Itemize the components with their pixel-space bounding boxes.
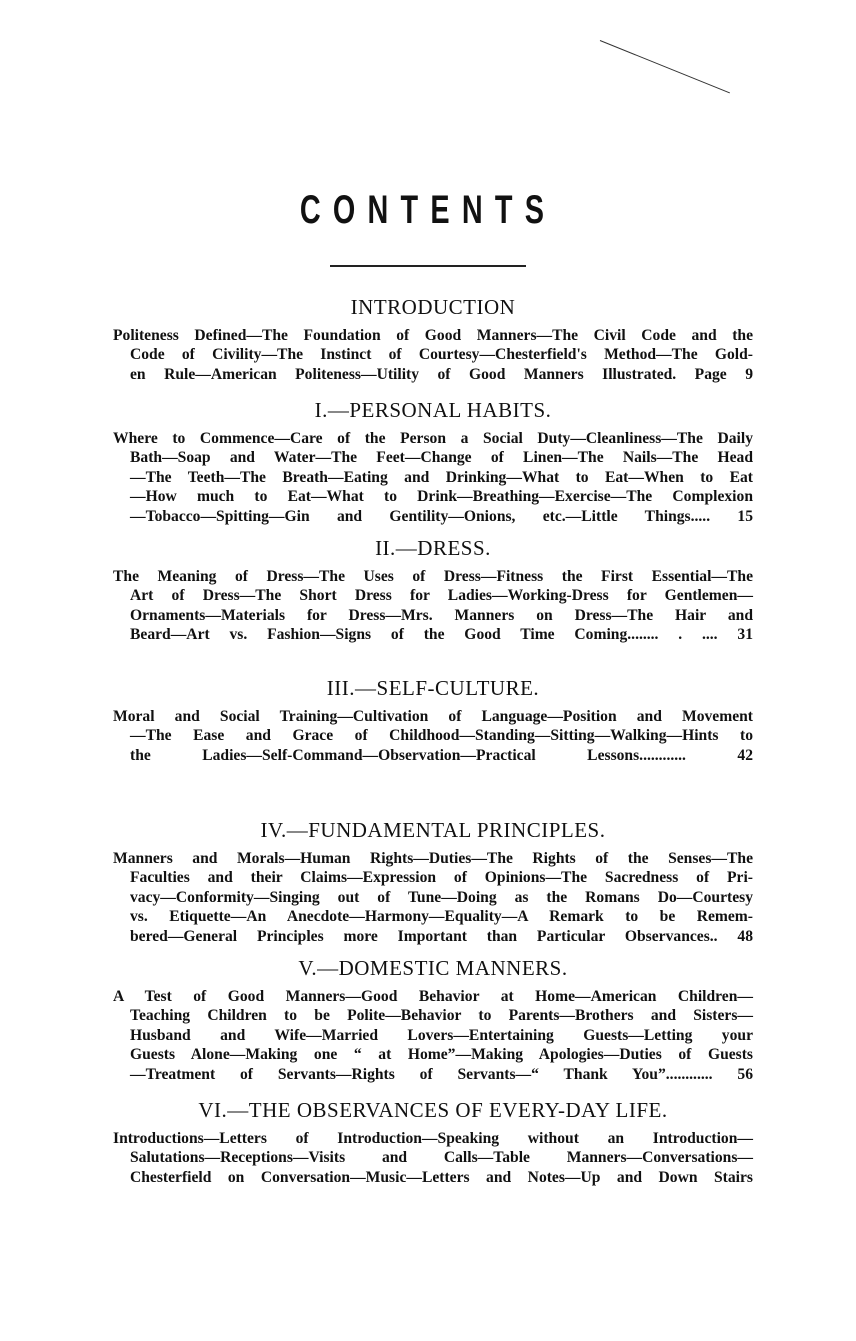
section-summary-line: Salutations—Receptions—Visits and Calls—Table Manners—Conversations— [130, 1149, 753, 1167]
section-heading: III.—SELF-CULTURE. [326, 676, 540, 700]
section-heading: V.—DOMESTIC MANNERS. [298, 956, 568, 980]
toc-section [113, 673, 753, 765]
toc-section [113, 1095, 753, 1187]
section-summary-line: Politeness Defined—The Foundation of Good Manners—The Civil Code and the [113, 327, 753, 344]
section-summary-line: Where to Commence—Care of the Person a Social Duty—Cleanliness—The Daily [113, 430, 753, 447]
section-summary-line: Ornaments—Materials for Dress—Mrs. Manners on Dress—The Hair and [130, 606, 753, 624]
section-summary-line: Moral and Social Training—Cultivation of Language—Position and Movement [113, 708, 753, 725]
section-summary-line: —Tobacco—Spitting—Gin and Gentility—Onions, etc.—Little Things..... 15 [130, 507, 753, 525]
toc-section [113, 292, 753, 384]
toc-section [113, 953, 753, 1084]
section-summary-line: vs. Etiquette—An Anecdote—Harmony—Equality—A Remark to be Remem- [130, 908, 753, 926]
section-summary-line: the Ladies—Self-Command—Observation—Practical Lessons............ 42 [130, 746, 753, 764]
toc-section [113, 815, 753, 946]
section-heading: IV.—FUNDAMENTAL PRINCIPLES. [260, 818, 606, 842]
section-summary-line: bered—General Principles more Important than Particular Observances.. 48 [130, 927, 753, 945]
section-summary-line: Manners and Morals—Human Rights—Duties—The Rights of the Senses—The [113, 850, 753, 867]
section-summary-line: Art of Dress—The Short Dress for Ladies—Working-Dress for Gentlemen— [130, 587, 753, 605]
section-summary-line: Introductions—Letters of Introduction—Speaking without an Introduction— [113, 1130, 753, 1147]
section-summary-line: Guests Alone—Making one “ at Home”—Making Apologies—Duties of Guests [130, 1046, 753, 1064]
section-summary-line: —The Teeth—The Breath—Eating and Drinking—What to Eat—When to Eat [130, 468, 753, 486]
section-summary-line: Beard—Art vs. Fashion—Signs of the Good Time Coming........ . .... 31 [130, 626, 753, 644]
section-heading: VI.—THE OBSERVANCES OF EVERY-DAY LIFE. [198, 1098, 668, 1122]
section-summary-line: —Treatment of Servants—Rights of Servants—“ Thank You”............ 56 [130, 1065, 753, 1083]
section-summary-line: Faculties and their Claims—Expression of Opinions—The Sacredness of Pri- [130, 869, 753, 887]
section-summary-line: Husband and Wife—Married Lovers—Entertaining Guests—Letting your [130, 1026, 753, 1044]
section-summary-line: Chesterfield on Conversation—Music—Letters and Notes—Up and Down Stairs [130, 1168, 753, 1186]
section-summary-line: en Rule—American Politeness—Utility of Good Manners Illustrated. Page 9 [130, 365, 753, 383]
section-summary-line: Bath—Soap and Water—The Feet—Change of Linen—The Nails—The Head [130, 449, 753, 467]
section-summary-line: —How much to Eat—What to Drink—Breathing—Exercise—The Complexion [130, 488, 753, 506]
section-summary-line: vacy—Conformity—Singing out of Tune—Doing as the Romans Do—Courtesy [130, 888, 753, 906]
section-summary-line: A Test of Good Manners—Good Behavior at Home—American Children— [113, 988, 753, 1005]
toc-section [113, 533, 753, 645]
section-heading: I.—PERSONAL HABITS. [314, 398, 552, 422]
title-rule [330, 265, 526, 267]
section-summary-line: The Meaning of Dress—The Uses of Dress—Fitness the First Essential—The [113, 568, 753, 585]
section-heading: INTRODUCTION [350, 295, 516, 319]
page-title: CONTENTS [299, 188, 557, 232]
section-heading: II.—DRESS. [375, 536, 491, 560]
section-summary-line: Teaching Children to be Polite—Behavior to Parents—Brothers and Sisters— [130, 1007, 753, 1025]
scan-mark [600, 40, 730, 93]
section-summary-line: Code of Civility—The Instinct of Courtesy—Chesterfield's Method—The Gold- [130, 346, 753, 364]
toc-section [113, 395, 753, 526]
section-summary-line: —The Ease and Grace of Childhood—Standing—Sitting—Walking—Hints to [130, 727, 753, 745]
